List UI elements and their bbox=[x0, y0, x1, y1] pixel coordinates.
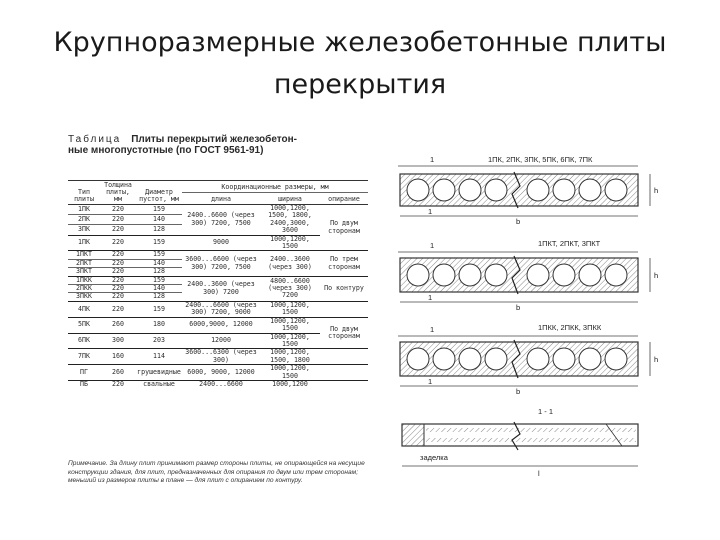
slide-title-line1: Крупноразмерные железобетонные плиты bbox=[53, 27, 667, 58]
cell-thickness: 220 bbox=[100, 380, 136, 388]
table-row bbox=[68, 317, 368, 333]
cell-type: 2ПКТ bbox=[68, 259, 100, 267]
cell-diameter: 159 bbox=[136, 235, 182, 251]
cell-type: 4ПК bbox=[68, 301, 100, 317]
cell-width: 2400..3600 (через 300) bbox=[260, 251, 320, 276]
cell-thickness: 260 bbox=[100, 317, 136, 333]
cell-type: 3ПК bbox=[68, 225, 100, 235]
plate2-dim-b: b bbox=[516, 303, 521, 312]
cell-thickness: 220 bbox=[100, 259, 136, 267]
cell-type: ПБ bbox=[68, 380, 100, 388]
cell-diameter: 159 bbox=[136, 205, 182, 215]
table-row bbox=[68, 365, 368, 381]
col-support: опирание bbox=[320, 193, 368, 205]
cell-width: 1000,1200, 1500 bbox=[260, 235, 320, 251]
cell-diameter: 128 bbox=[136, 293, 182, 301]
cell-thickness: 220 bbox=[100, 235, 136, 251]
cell-width: 1000,1200, 1500 bbox=[260, 301, 320, 317]
cell-type: 1ПК bbox=[68, 235, 100, 251]
cell-thickness: 300 bbox=[100, 333, 136, 349]
cell-support bbox=[320, 349, 368, 365]
plate3-caption: 1ПКК, 2ПКК, 3ПКК bbox=[538, 323, 602, 332]
plate-drawing-1 bbox=[398, 155, 658, 226]
section-zadelka: заделка bbox=[420, 453, 448, 462]
cell-support bbox=[320, 301, 368, 317]
table-row bbox=[68, 380, 368, 388]
plate3-marker-1b: 1 bbox=[428, 377, 433, 386]
cell-type: 1ПКТ bbox=[68, 251, 100, 259]
cell-thickness: 260 bbox=[100, 365, 136, 381]
cell-width: 1000,1200, 1500, 1800 bbox=[260, 349, 320, 365]
table-row bbox=[68, 205, 368, 215]
cell-diameter: 159 bbox=[136, 301, 182, 317]
plate-drawing-2 bbox=[398, 239, 658, 312]
col-length: длина bbox=[182, 193, 260, 205]
slide-title bbox=[0, 22, 720, 106]
cell-diameter: 159 bbox=[136, 251, 182, 259]
cell-type: 2ПК bbox=[68, 215, 100, 225]
cell-diameter: 114 bbox=[136, 349, 182, 365]
table-caption-text-1: Плиты перекрытий железобетон- bbox=[131, 134, 297, 145]
table-caption-text-2: ные многопустотные (по ГОСТ 9561-91) bbox=[68, 145, 264, 156]
table-row bbox=[68, 349, 368, 365]
cell-length: 2400...6600 bbox=[182, 380, 260, 388]
cell-type: 1ПКК bbox=[68, 276, 100, 284]
cell-type: ПГ bbox=[68, 365, 100, 381]
cell-type: 7ПК bbox=[68, 349, 100, 365]
cell-type: 3ПКК bbox=[68, 293, 100, 301]
cell-support: По трем сторонам bbox=[320, 251, 368, 276]
cell-thickness: 220 bbox=[100, 225, 136, 235]
plate1-caption: 1ПК, 2ПК, 3ПК, 5ПК, 6ПК, 7ПК bbox=[488, 155, 593, 164]
cell-width: 1000,1200, 1500 bbox=[260, 317, 320, 333]
cell-length: 12000 bbox=[182, 333, 260, 349]
cell-support: По двум сторонам bbox=[320, 317, 368, 349]
cell-diameter: свальные bbox=[136, 380, 182, 388]
table-caption bbox=[68, 134, 368, 156]
plate2-dim-h: h bbox=[654, 271, 659, 280]
cell-length: 3600...6300 (через 300) bbox=[182, 349, 260, 365]
section-caption: 1 - 1 bbox=[538, 407, 554, 416]
cell-length: 2400..3600 (через 300) 7200 bbox=[182, 276, 260, 301]
plate1-marker-1b: 1 bbox=[428, 207, 433, 216]
cell-thickness: 220 bbox=[100, 251, 136, 259]
cell-thickness: 220 bbox=[100, 276, 136, 284]
cell-thickness: 220 bbox=[100, 215, 136, 225]
cell-support bbox=[320, 380, 368, 388]
cell-support: По контуру bbox=[320, 276, 368, 301]
col-width: ширина bbox=[260, 193, 320, 205]
cell-type: 3ПКТ bbox=[68, 268, 100, 276]
cell-diameter: 140 bbox=[136, 259, 182, 267]
table-row bbox=[68, 301, 368, 317]
plate1-dim-b: b bbox=[516, 217, 521, 226]
cell-length: 6000, 9000, 12000 bbox=[182, 365, 260, 381]
cell-diameter: 128 bbox=[136, 268, 182, 276]
cell-length: 9000 bbox=[182, 235, 260, 251]
plate3-dim-b: b bbox=[516, 387, 521, 396]
cell-length: 3600...6600 (через 300) 7200, 7500 bbox=[182, 251, 260, 276]
cell-width: 1000,1200, 1500 bbox=[260, 365, 320, 381]
slab-drawings-svg bbox=[388, 140, 676, 506]
plate3-dim-h: h bbox=[654, 355, 659, 364]
cell-length: 6000,9000, 12000 bbox=[182, 317, 260, 333]
col-coords: Координационные размеры, мм bbox=[182, 181, 368, 193]
plate-drawing-3 bbox=[398, 323, 658, 396]
cell-length: 2400...6600 (через 300) 7200, 9000 bbox=[182, 301, 260, 317]
cell-diameter: 203 bbox=[136, 333, 182, 349]
plate1-marker-1: 1 bbox=[430, 155, 435, 164]
plate2-marker-1: 1 bbox=[430, 241, 435, 250]
slab-spec-table bbox=[68, 180, 368, 388]
col-type: Тип плиты bbox=[68, 181, 100, 205]
cell-support bbox=[320, 365, 368, 381]
cell-width: 1000,1200 bbox=[260, 380, 320, 388]
cell-diameter: 180 bbox=[136, 317, 182, 333]
cell-width: 1000,1200, 1500, 1800, 2400,3000, 3600 bbox=[260, 205, 320, 236]
cell-type: 1ПК bbox=[68, 205, 100, 215]
slab-drawings bbox=[388, 140, 676, 506]
cell-diameter: 128 bbox=[136, 225, 182, 235]
plate1-dim-h: h bbox=[654, 186, 659, 195]
cell-diameter: 140 bbox=[136, 215, 182, 225]
plate2-marker-1b: 1 bbox=[428, 293, 433, 302]
section-drawing bbox=[402, 407, 638, 478]
cell-width: 4800..6600 (через 300) 7200 bbox=[260, 276, 320, 301]
cell-diameter: 159 bbox=[136, 276, 182, 284]
cell-length: 2400..6600 (через 300) 7200, 7500 bbox=[182, 205, 260, 236]
cell-type: 5ПК bbox=[68, 317, 100, 333]
plate2-caption: 1ПКТ, 2ПКТ, 3ПКТ bbox=[538, 239, 601, 248]
cell-thickness: 220 bbox=[100, 293, 136, 301]
cell-width: 1000,1200, 1500 bbox=[260, 333, 320, 349]
col-thickness: Толщина плиты, мм bbox=[100, 181, 136, 205]
table-note: Примечание. За длину плит принимают размер стороны плиты, не опирающейся на несущие конструкции здания, для плит, предназначенных для опирания по двум или трем сторонам; меньший из размеров плиты в плане — для плит с опиранием по контуру. bbox=[68, 460, 365, 485]
cell-diameter: 140 bbox=[136, 285, 182, 293]
cell-diameter: грушевидные bbox=[136, 365, 182, 381]
cell-thickness: 220 bbox=[100, 268, 136, 276]
section-dim-l: l bbox=[538, 469, 540, 478]
plate3-marker-1: 1 bbox=[430, 325, 435, 334]
cell-support: По двум сторонам bbox=[320, 205, 368, 251]
cell-type: 2ПКК bbox=[68, 285, 100, 293]
spec-table-block bbox=[68, 134, 368, 506]
cell-thickness: 220 bbox=[100, 285, 136, 293]
cell-thickness: 220 bbox=[100, 205, 136, 215]
cell-thickness: 160 bbox=[100, 349, 136, 365]
cell-thickness: 220 bbox=[100, 301, 136, 317]
slide-title-line2: перекрытия bbox=[273, 69, 447, 100]
col-diameter: Диаметр пустот, мм bbox=[136, 181, 182, 205]
table-caption-label: Таблица bbox=[68, 134, 122, 145]
cell-type: 6ПК bbox=[68, 333, 100, 349]
